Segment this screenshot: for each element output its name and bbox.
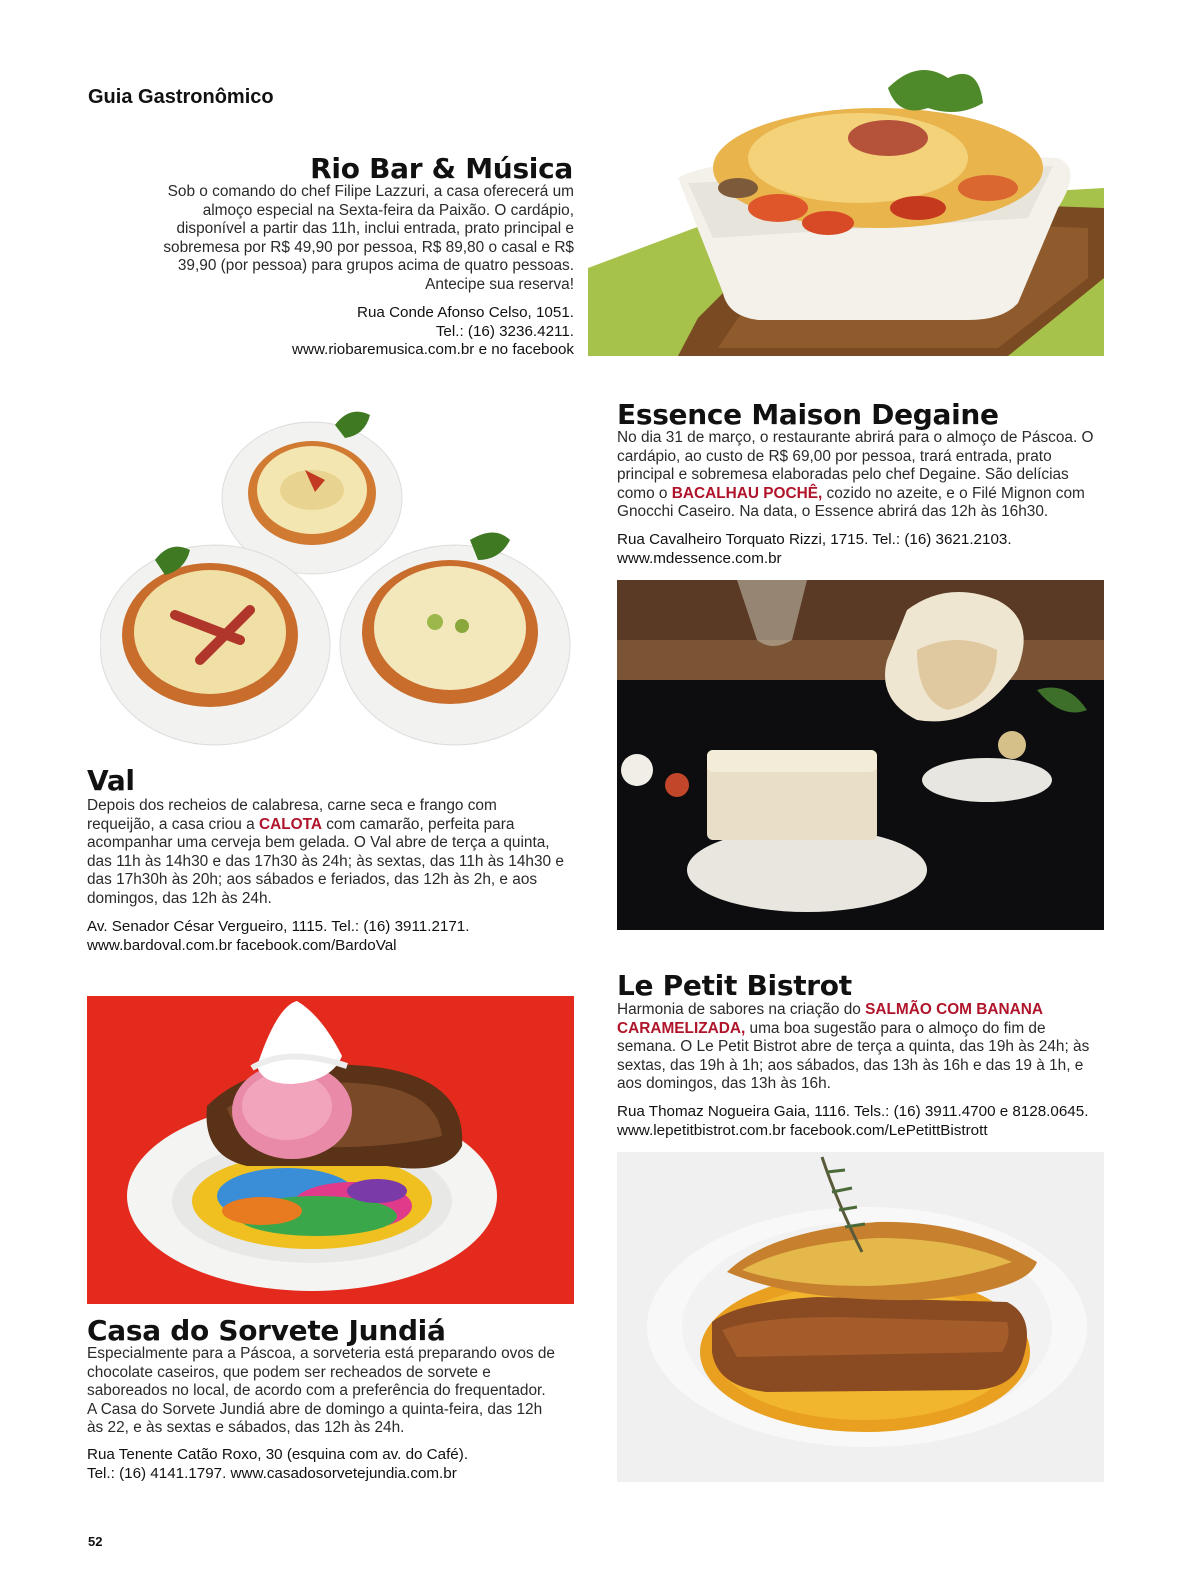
rio-phone: Tel.: (16) 3236.4211. <box>435 322 574 340</box>
rio-title: Rio Bar & Música <box>310 152 573 185</box>
sorvete-contact <box>87 1446 577 1483</box>
val-web: www.bardoval.com.br facebook.com/BardoVal <box>87 936 397 954</box>
page-number: 52 <box>88 1534 103 1549</box>
essence-body-end: cozido no azeite, e o Filé Mignon com Gnocchi Caseiro. Na data, o Essence abrirá das 12h às 16h30. <box>617 484 1085 520</box>
sorvete-body: Especialmente para a Páscoa, a sorveteria está preparando ovos de chocolate caseiros, que podem ser recheados de sorvete e saboreados no local, de acordo com a preferência do frequentador. A Casa do Sorvete Jundiá abre de domingo a quinta-feira, das 12h às 22, e às sextas e sábados, das 12h às 24h. <box>87 1345 555 1436</box>
rio-body: Sob o comando do chef Filipe Lazzuri, a casa oferecerá um almoço especial na Sexta-feira da Paixão. O cardápio, disponível a partir das 11h, inclui entrada, prato principal e sobremesa por R$ 49,90 por pessoa, R$ 89,80 o casal e R$ 39,90 (por pessoa) para grupos acima de quatro pessoas. Antecipe sua reserva! <box>163 183 574 293</box>
petit-dish-photo <box>617 1152 1104 1482</box>
essence-body <box>617 429 1109 522</box>
val-body-end: com camarão, perfeita para acompanhar uma cerveja bem gelada. O Val abre de terça a quinta, das 11h às 14h30 e das 17h30 às 24h; às sextas, das 11h às 14h30 e das 17h30h às 20h; aos sábados e feriados, das 12h às 2h, e aos domingos, das 12h às 24h. <box>87 815 564 907</box>
val-body-start: Depois dos recheios de calabresa, carne seca e frango com requeijão, a casa criou a <box>87 797 497 833</box>
petit-web: www.lepetitbistrot.com.br facebook.com/LePetittBistrott <box>617 1121 988 1139</box>
sorvete-dish-photo <box>87 996 574 1304</box>
essence-address: Rua Cavalheiro Torquato Rizzi, 1715. Tel.: (16) 3621.2103. <box>617 531 1012 548</box>
rio-dish-photo <box>588 48 1104 356</box>
val-dish-photo <box>100 400 578 760</box>
petit-address: Rua Thomaz Nogueira Gaia, 1116. Tels.: (16) 3911.4700 e 8128.0645. <box>617 1103 1089 1120</box>
sorvete-web: Tel.: (16) 4141.1797. www.casadosorvetejundia.com.br <box>87 1464 457 1482</box>
sorvete-address: Rua Tenente Catão Roxo, 30 (esquina com av. do Café). <box>87 1446 469 1463</box>
val-contact <box>87 918 577 955</box>
petit-highlight: SALMÃO COM BANANA CARAMELIZADA, <box>617 1001 1043 1037</box>
essence-web: www.mdessence.com.br <box>617 549 782 567</box>
essence-highlight: BACALHAU POCHÊ, <box>671 484 823 502</box>
rio-web: www.riobaremusica.com.br e no facebook <box>292 341 574 358</box>
rio-contact <box>200 304 574 360</box>
val-title: Val <box>87 764 135 797</box>
essence-title: Essence Maison Degaine <box>617 398 999 431</box>
petit-title: Le Petit Bistrot <box>617 969 852 1002</box>
sorvete-title: Casa do Sorvete Jundiá <box>87 1314 446 1347</box>
val-highlight: CALOTA <box>258 815 322 833</box>
petit-body <box>617 1001 1107 1094</box>
val-address: Av. Senador César Vergueiro, 1115. Tel.: (16) 3911.2171. <box>87 918 470 935</box>
petit-body-start: Harmonia de sabores na criação do <box>617 1001 866 1018</box>
val-body <box>87 797 565 908</box>
petit-contact <box>617 1103 1117 1140</box>
rio-address: Rua Conde Afonso Celso, 1051. <box>357 304 574 321</box>
petit-body-end: uma boa sugestão para o almoço do fim de semana. O Le Petit Bistrot abre de terça a quinta, das 19h às 24h; às sextas, das 19h à 1h; aos sábados, das 13h às 16h e das 19 à 1h, e aos domingos, das 13h às 16h. <box>617 1019 1090 1092</box>
essence-dish-photo <box>617 580 1104 930</box>
essence-contact <box>617 531 1117 568</box>
section-label: Guia Gastronômico <box>88 86 274 108</box>
essence-body-start: No dia 31 de março, o restaurante abrirá para o almoço de Páscoa. O cardápio, ao custo de R$ 69,00 por pessoa, trará entrada, prato principal e sobremesa elaboradas pelo chef Degaine. São delícias como o <box>617 429 1094 502</box>
